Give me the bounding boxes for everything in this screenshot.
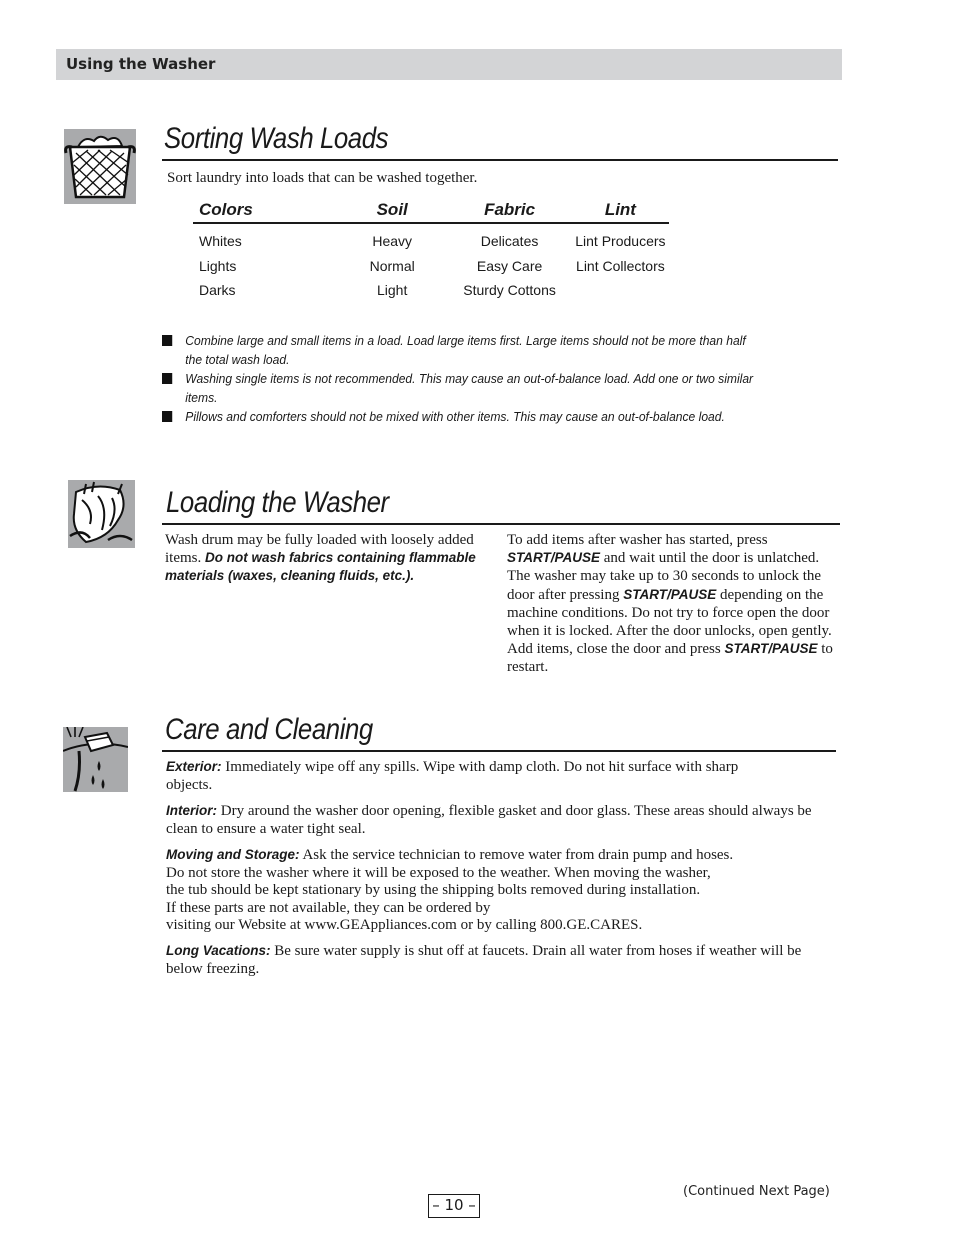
list-item-text: Pillows and comforters should not be mixed with other items. This may cause an out-of-balance load. [185,409,725,424]
list-item [162,369,757,407]
table-cell: Lint Collectors [576,257,665,274]
care-title-rule [162,750,836,752]
loading-left-paragraph [165,531,495,586]
sorting-intro: Sort laundry into loads that can be washed together. [167,170,478,186]
start-pause-label: START/PAUSE [507,550,601,566]
interior-text: Dry around the washer door opening, flexible gasket and door glass. These areas should always be clean to ensure a water tight seal. [166,803,812,837]
table-cell: Normal [369,257,415,274]
list-item-text: Combine large and small items in a load. Load large items first. Large items should not be more than half the total wash load. [185,333,746,367]
table-row [193,223,669,254]
clothes-loading-icon [68,480,135,548]
section-header-label: Using the Washer [66,55,216,73]
loading-left-text: Wash drum may be fully loaded with loosely added items. [165,532,474,567]
bullet-square-icon [162,373,172,384]
loading-right-text-3: depending on the machine conditions. Do not try to force open the door when it is locked. After the door unlocks, open gently. Add items, close the door and press [507,586,832,658]
vacation-text: Be sure water supply is shut off at faucets. Drain all water from hoses if weather will be below freezing. [166,943,802,977]
laundry-basket-icon [64,129,136,204]
table-cell: Lights [199,257,237,274]
moving-text-5: visiting our Website at www.GEAppliances.com or by calling 800.GE.CARES. [166,917,643,934]
sorting-title-rule [162,159,838,161]
loading-title-rule [162,523,840,525]
table-row [193,278,669,303]
care-interior [166,802,826,838]
column-header-lint: Lint [572,200,669,223]
table-cell: Darks [199,282,236,299]
continued-next-page: (Continued Next Page) [683,1184,830,1199]
loading-right-text-4: to restart. [507,641,833,676]
flammable-warning: Do not wash fabrics containing flammable materials (waxes, cleaning fluids, etc.). [165,550,476,584]
moving-label: Moving and Storage: [166,847,300,862]
sorting-title: Sorting Wash Loads [164,122,389,155]
interior-label: Interior: [166,803,218,818]
care-exterior [166,758,766,794]
list-item [162,407,757,426]
care-moving-storage [166,846,826,935]
sorting-tips-list [162,331,757,426]
exterior-text: Immediately wipe off any spills. Wipe with damp cloth. Do not hit surface with sharp objects. [166,759,739,793]
care-long-vacations [166,942,826,978]
loading-title: Loading the Washer [166,486,389,519]
bullet-square-icon [162,335,172,346]
table-cell: Sturdy Cottons [463,282,556,299]
vacation-label: Long Vacations: [166,943,271,958]
exterior-label: Exterior: [166,759,222,774]
cleaning-sponge-icon [63,727,128,792]
page-number: – 10 – [428,1194,480,1218]
table-header-row [193,200,669,223]
start-pause-label: START/PAUSE [724,641,818,657]
table-cell: Whites [199,233,242,250]
moving-text-4: If these parts are not available, they can be ordered by [166,899,491,916]
table-cell: Delicates [480,233,539,250]
start-pause-label: START/PAUSE [623,586,717,602]
section-header-bar [56,49,842,80]
sorting-table [193,200,669,303]
table-cell [572,278,669,303]
moving-text-1: Ask the service technician to remove water from drain pump and hoses. [302,847,734,863]
loading-right-paragraph [507,531,843,677]
care-title: Care and Cleaning [165,713,373,746]
table-cell: Easy Care [476,257,543,274]
table-row [193,254,669,279]
loading-right-text-1: To add items after washer has started, press [507,532,768,548]
list-item-text: Washing single items is not recommended. This may cause an out-of-balance load. Add one or two similar items. [185,371,754,405]
column-header-fabric: Fabric [447,200,571,223]
moving-text-2: Do not store the washer where it will be exposed to the weather. When moving the washer, [166,864,711,881]
table-cell: Light [377,282,408,299]
table-cell: Lint Producers [575,233,666,250]
moving-text-3: the tub should be kept stationary by using the shipping bolts removed during installation. [166,882,701,899]
loading-right-text-2: and wait until the door is unlatched. The washer may take up to 30 seconds to unlock the door after pressing [507,550,822,603]
column-header-soil: Soil [337,200,447,223]
table-cell: Heavy [372,233,413,250]
list-item [162,331,757,369]
bullet-square-icon [162,411,172,422]
column-header-colors: Colors [193,200,337,223]
